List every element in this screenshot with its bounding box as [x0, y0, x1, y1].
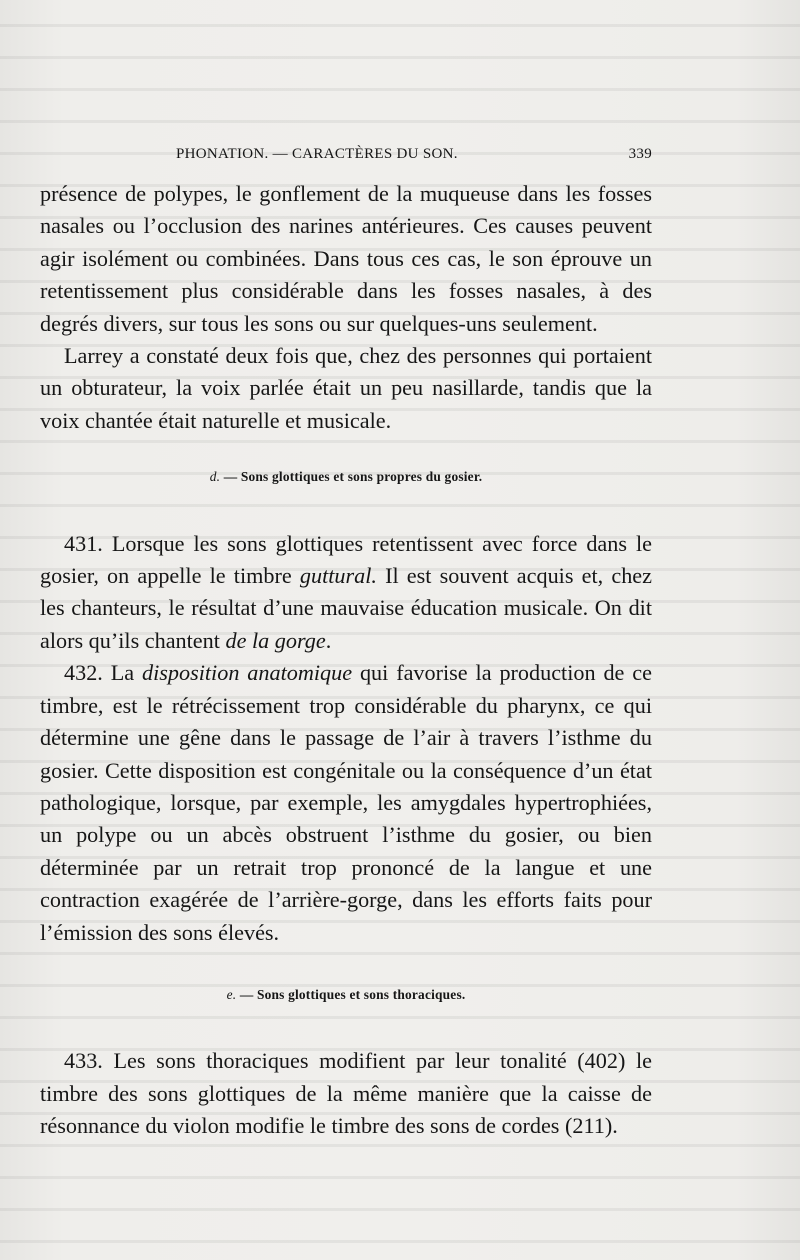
section-heading-d: [40, 461, 652, 493]
paragraph-433: [40, 1045, 652, 1142]
page-number: 339: [628, 146, 652, 162]
paragraph-number-432: 432.: [64, 660, 103, 686]
paragraph-432-text-b: qui favorise la production de ce timbre, est le rétrécissement trop considérable du pharynx, ce qui détermine une gêne dans le passage de l’air à travers l’isthme du gosier. Cette disposition est congénitale ou la conséquence d’un état pathologique, lorsque, par exemple, les amygdales hypertrophiées, un polype ou un abcès obstruent l’isthme du gosier, ou bien déterminée par un retrait trop prononcé de la langue et une contraction exagérée de l’arrière-gorge, dans les efforts faits pour l’émission des sons élevés.: [40, 660, 652, 945]
italic-de-la-gorge: de la gorge: [225, 627, 326, 653]
paragraph-431-text-a: Lorsque les sons glottiques retentissent avec force dans le gosier, on appelle le timbre: [40, 530, 652, 589]
italic-disposition-anatomique: disposition anatomique: [142, 660, 353, 686]
paragraph-431: [40, 528, 652, 658]
running-header: [40, 146, 652, 170]
paragraph-431-text-c: .: [325, 627, 332, 653]
continued-paragraph: présence de polypes, le gonflement de la muqueuse dans les fosses nasales ou l’occlusion des narines antérieures. Ces causes peuvent agir isolément ou combinées. Dans tous ces cas, le son éprouve un retentissement plus considérable dans les fosses nasales, à des degrés divers, sur tous les sons ou sur quelques-uns seulement.: [40, 181, 652, 336]
paragraph-number-433: 433.: [64, 1048, 103, 1074]
paragraph-431-text-b: Il est souvent acquis et, chez les chanteurs, le résultat d’une mauvaise éducation musicale. On dit alors qu’ils chantent: [40, 563, 653, 653]
paragraph-432-text-a: La: [102, 660, 143, 686]
section-letter-d: d.: [209, 469, 221, 485]
paragraph-433-text: Les sons thoraciques modifient par leur tonalité (402) le timbre des sons glottiques de la même manière que la caisse de résonnance du violon modifie le timbre des sons de cordes (211).: [40, 1048, 652, 1139]
section-letter-e: e.: [226, 986, 237, 1002]
header-title: PHONATION. — CARACTÈRES DU SON.: [176, 146, 458, 162]
paragraph-number-431: 431.: [64, 530, 103, 556]
paragraph-432: [40, 657, 652, 949]
section-title-d: — Sons glottiques et sons propres du gosier.: [220, 469, 483, 485]
section-heading-e: [40, 979, 652, 1011]
page-body: [40, 178, 652, 1143]
italic-guttural: guttural.: [299, 563, 377, 589]
section-title-e: — Sons glottiques et sons thoraciques.: [236, 986, 466, 1002]
larrey-paragraph: Larrey a constaté deux fois que, chez des personnes qui portaient un obturateur, la voix parlée était un peu nasillarde, tandis que la voix chantée était naturelle et musicale.: [40, 343, 652, 433]
